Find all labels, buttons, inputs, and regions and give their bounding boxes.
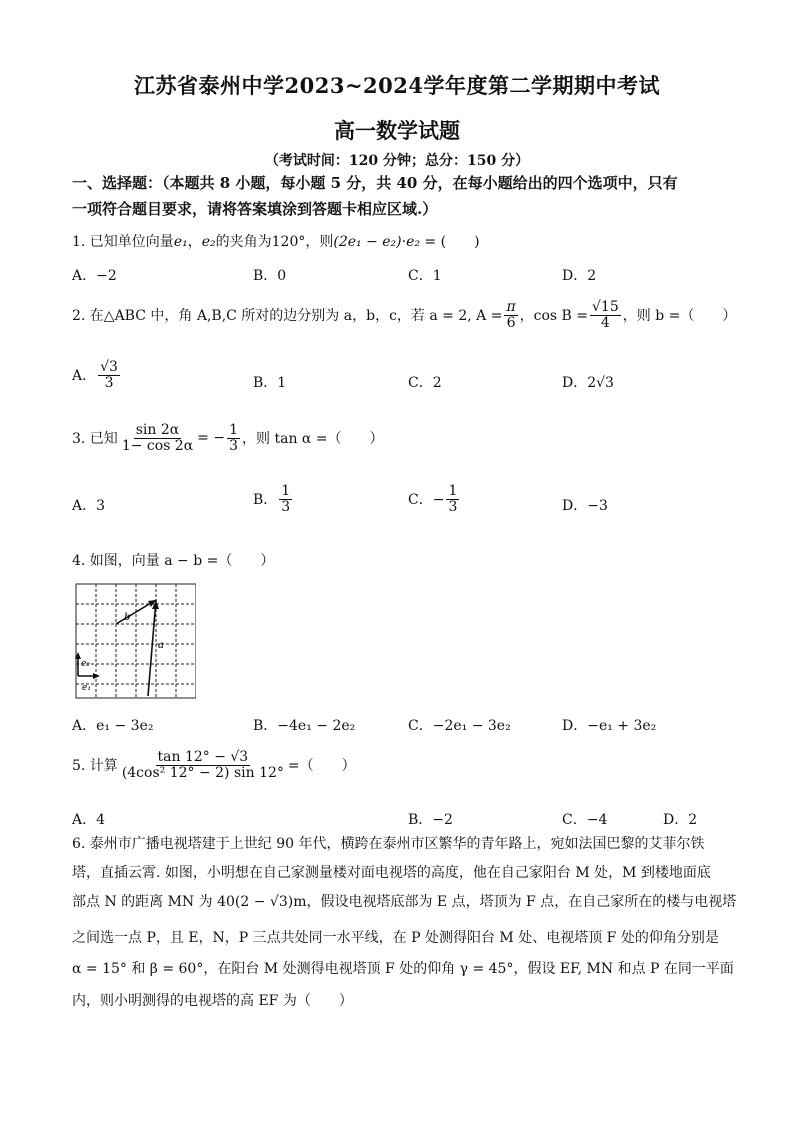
- q2-frac-a-den: 6: [506, 314, 516, 331]
- q3-option-b: [253, 484, 294, 514]
- q3-option-c-fraction: [446, 484, 459, 514]
- q2-suffix: ，则 b =（ ）: [622, 308, 737, 325]
- q1-option-d: D．2: [562, 268, 597, 284]
- q6-line-2: 塔，直插云霄. 如图，小明想在自己家测量楼对面电视塔的高度，他在自己家阳台 M 处，M 到楼地面底: [72, 865, 711, 881]
- q1-e2: e₂: [201, 234, 216, 250]
- q3-opt-c-den: 3: [448, 498, 458, 515]
- q2-frac-b-den: 4: [600, 314, 610, 331]
- q3-value: [227, 423, 240, 453]
- q3-prefix: 3. 已知: [72, 431, 118, 448]
- question-5: [72, 750, 356, 780]
- q3-option-c-label: C．−: [408, 492, 445, 509]
- question-4: 4. 如图，向量 a − b =（ ）: [72, 553, 275, 569]
- question-3: [72, 423, 384, 453]
- q5-fraction: [120, 750, 286, 780]
- q3-eq: = −: [197, 430, 226, 447]
- q4-option-a: A．e₁ − 3e₂: [72, 718, 154, 734]
- q1-option-b: B．0: [253, 268, 287, 284]
- q1-comma: ，: [187, 234, 202, 250]
- section-heading-line1: 一、选择题：（本题共 8 小题，每小题 5 分，共 40 分，在每小题给出的四个选项中，只有: [72, 174, 678, 192]
- q1-option-a: A．−2: [72, 268, 117, 284]
- q2-fraction-a: [504, 300, 517, 330]
- q4-option-c: C．−2e₁ − 3e₂: [408, 718, 511, 734]
- vector-a: [148, 600, 156, 696]
- q3-suffix: ，则 tan α =（ ）: [242, 431, 384, 448]
- q2-frac-b-num: √15: [592, 299, 619, 315]
- q2-option-a-label: A．: [72, 368, 97, 385]
- q6-line-5: α = 15° 和 β = 60°，在阳台 M 处测得电视塔顶 F 处的仰角 γ = 45°，假设 EF, MN 和点 P 在同一平面: [72, 961, 734, 977]
- q6-line-6: 内，则小明测得的电视塔的高 EF 为（ ）: [72, 993, 353, 1009]
- exam-title: 江苏省泰州中学2023~2024学年度第二学期期中考试: [134, 73, 660, 98]
- q2-frac-a-num: π: [506, 299, 516, 315]
- q3-val-den: 3: [229, 437, 239, 454]
- q2-mid: ，cos B =: [519, 308, 589, 325]
- q3-option-b-fraction: [279, 484, 292, 514]
- question-1: [72, 231, 480, 251]
- q2-fraction-cosb: [590, 300, 621, 330]
- q4-option-b: B．−4e₁ − 2e₂: [253, 718, 356, 734]
- section-heading-line2: 一项符合题目要求，请将答案填涂到答题卡相应区域.）: [72, 200, 438, 218]
- q3-option-d: D．−3: [562, 498, 608, 514]
- q2-prefix: 2. 在△ABC 中，角 A,B,C 所对的边分别为 a，b，c，若 a = 2, A =: [72, 308, 503, 325]
- q3-frac-den: 1− cos 2α: [121, 437, 194, 454]
- q5-frac-num: tan 12° − √3: [157, 749, 249, 765]
- q4-option-d: D．−e₁ + 3e₂: [562, 718, 657, 734]
- q2-option-d: D．2√3: [562, 375, 614, 391]
- q3-option-a: A．3: [72, 498, 106, 514]
- q3-opt-b-num: 1: [281, 483, 291, 499]
- q2-opt-a-den: 3: [104, 374, 114, 391]
- question-2: [72, 300, 736, 330]
- q5-option-b: B．−2: [408, 812, 453, 828]
- q1-e1: e₁: [173, 234, 188, 250]
- q6-line-1: 6. 泰州市广播电视塔建于上世纪 90 年代，横跨在泰州市区繁华的青年路上，宛如法国巴黎的艾菲尔铁: [72, 836, 705, 852]
- q6-line-3: 部点 N 的距离 MN 为 40(2 − √3)m，假设电视塔底部为 E 点，塔顶为 F 点，在自己家所在的楼与电视塔: [72, 894, 737, 910]
- q1-suffix: = ( ): [424, 234, 480, 250]
- label-e1: e₁: [82, 683, 91, 693]
- q1-expr: (2e₁ − e₂)·e₂: [333, 234, 420, 250]
- q6-line-4: 之间选一点 P，且 E，N，P 三点共处同一水平线，在 P 处测得阳台 M 处、电视塔顶 F 处的仰角分别是: [72, 930, 719, 946]
- label-e2: e₂: [81, 659, 90, 669]
- vector-grid-svg: [72, 580, 196, 702]
- exam-subject: 高一数学试题: [334, 118, 460, 143]
- q1-angle: 的夹角为120°，则: [215, 234, 334, 250]
- q2-opt-a-num: √3: [100, 359, 118, 375]
- q3-opt-b-den: 3: [281, 498, 291, 515]
- exam-info: （考试时间：120 分钟；总分：150 分）: [264, 153, 530, 169]
- q5-prefix: 5. 计算: [72, 758, 118, 775]
- q1-option-c: C．1: [408, 268, 442, 284]
- q2-option-a-fraction: [98, 360, 120, 390]
- label-b: b: [124, 612, 131, 623]
- q3-opt-c-num: 1: [448, 483, 458, 499]
- q2-option-b: B．1: [253, 375, 287, 391]
- label-a: a: [158, 640, 164, 651]
- q2-option-c: C．2: [408, 375, 442, 391]
- q3-option-b-label: B．: [253, 492, 278, 509]
- vector-grid-figure: [72, 580, 196, 706]
- vector-e1-arrowhead: [93, 673, 100, 679]
- q5-option-d: D．2: [663, 812, 698, 828]
- q3-val-num: 1: [229, 422, 239, 438]
- q3-frac-num: sin 2α: [135, 422, 180, 438]
- q5-frac-den: (4cos² 12° − 2) sin 12°: [121, 764, 284, 781]
- q1-prefix: 1. 已知单位向量: [72, 234, 174, 250]
- q5-option-a: A．4: [72, 812, 106, 828]
- q5-option-c: C．−4: [562, 812, 608, 828]
- q3-option-c: [408, 484, 461, 514]
- q3-fraction: [120, 423, 195, 453]
- q2-option-a: [72, 360, 122, 390]
- q5-suffix: =（ ）: [287, 758, 356, 775]
